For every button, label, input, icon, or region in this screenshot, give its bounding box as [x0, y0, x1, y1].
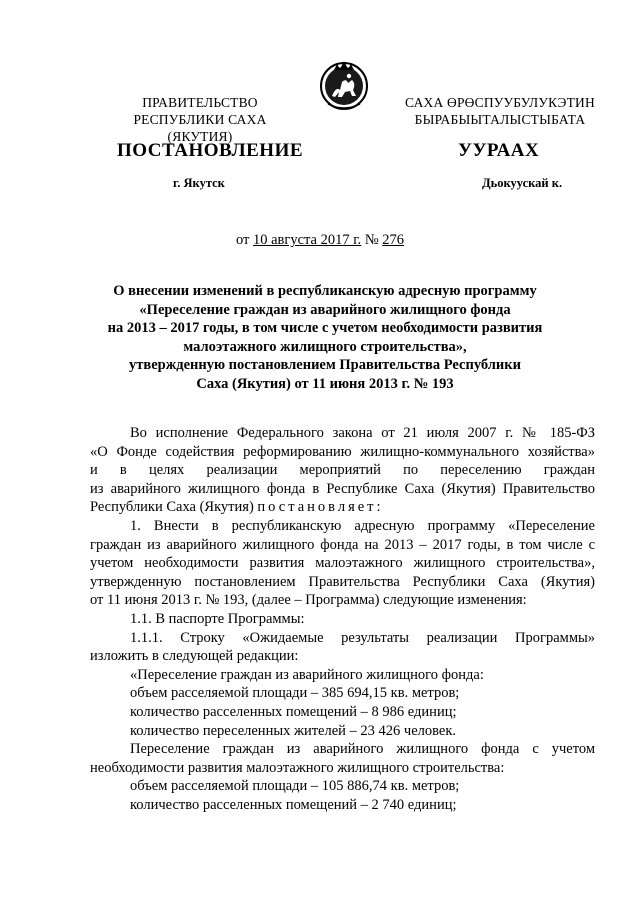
body-line: количество расселенных помещений – 2 740 единиц; [130, 796, 457, 813]
body-line: объем расселяемой площади – 105 886,74 кв. метров; [130, 778, 460, 795]
government-yakut-line-2: БЫРАБЫЫТАЛЫСТЫБАТА [414, 112, 586, 127]
body-line: «О Фонде содействия реформированию жилищно-коммунального хозяйства» [90, 443, 595, 460]
city-yakut: Дьокуускай к. [482, 176, 563, 190]
government-yakut-line-1: САХА ӨРӨСПУУБУЛУКЭТИН [405, 95, 595, 110]
body-line: количество переселенных жителей – 23 426 человек. [130, 722, 457, 739]
body-line: «Переселение граждан из аварийного жилищного фонда: [130, 666, 484, 683]
body-line: из аварийного жилищного фонда в Республике Саха (Якутия) Правительство [90, 480, 595, 497]
body-line: изложить в следующей редакции: [90, 648, 299, 665]
heading-line-5: утвержденную постановлением Правительства Республики [129, 357, 521, 374]
government-line-1: ПРАВИТЕЛЬСТВО [142, 95, 258, 110]
body-line: граждан из аварийного жилищного фонда на 2013 – 2017 годы, в том числе с [90, 536, 595, 553]
coat-of-arms-emblem [318, 56, 370, 114]
heading-line-6: Саха (Якутия) от 11 июня 2013 г. № 193 [196, 375, 454, 392]
body-line: необходимости развития малоэтажного жилищного строительства: [90, 759, 505, 776]
body-line [90, 498, 595, 517]
body-line: 1.1.1. Строку «Ожидаемые результаты реализации Программы» [130, 629, 595, 646]
document-type-russian: ПОСТАНОВЛЕНИЕ [117, 140, 304, 161]
body-line: утвержденную постановлением Правительства Республики Саха (Якутия) [90, 573, 595, 590]
document-date: 10 августа 2017 г. [253, 232, 362, 248]
heading-line-1: О внесении изменений в республиканскую адресную программу [113, 283, 537, 299]
body-line: 1.1. В паспорте Программы: [130, 610, 305, 627]
heading-line-3: на 2013 – 2017 годы, в том числе с учетом необходимости развития [107, 320, 543, 337]
government-name-russian [100, 94, 300, 145]
body-line: 1. Внести в республиканскую адресную программу «Переселение [130, 517, 595, 534]
body-line: количество расселенных помещений – 8 986 единиц; [130, 703, 457, 720]
body-line: Во исполнение Федерального закона от 21 июля 2007 г. № 185-ФЗ [130, 425, 595, 441]
government-name-yakut [385, 94, 615, 128]
document-type-yakut: УУРААХ [458, 140, 540, 161]
decree-keyword: постановляет: [257, 499, 384, 516]
date-prefix: от [235, 232, 253, 248]
body-line: от 11 июня 2013 г. № 193, (далее – Программа) следующие изменения: [90, 592, 527, 609]
heading-line-2: «Переселение граждан из аварийного жилищного фонда [139, 301, 511, 318]
city-russian: г. Якутск [173, 176, 225, 190]
body-line: учетом необходимости развития малоэтажного жилищного строительства», [90, 555, 595, 572]
body-line-start: Республики Саха (Якутия) [90, 499, 258, 516]
heading-line-4: малоэтажного жилищного строительства», [183, 338, 467, 355]
body-line: Переселение граждан из аварийного жилищного фонда с учетом [130, 741, 595, 758]
government-line-2: РЕСПУБЛИКИ САХА (ЯКУТИЯ) [133, 112, 267, 144]
document-date-number [0, 232, 640, 249]
document-heading [90, 282, 560, 394]
document-body [90, 424, 595, 814]
document-number: 276 [382, 232, 405, 248]
body-line: объем расселяемой площади – 385 694,15 кв. метров; [130, 685, 460, 702]
body-line: и в целях реализации мероприятий по переселению граждан [90, 462, 595, 479]
number-sign: № [361, 232, 383, 248]
